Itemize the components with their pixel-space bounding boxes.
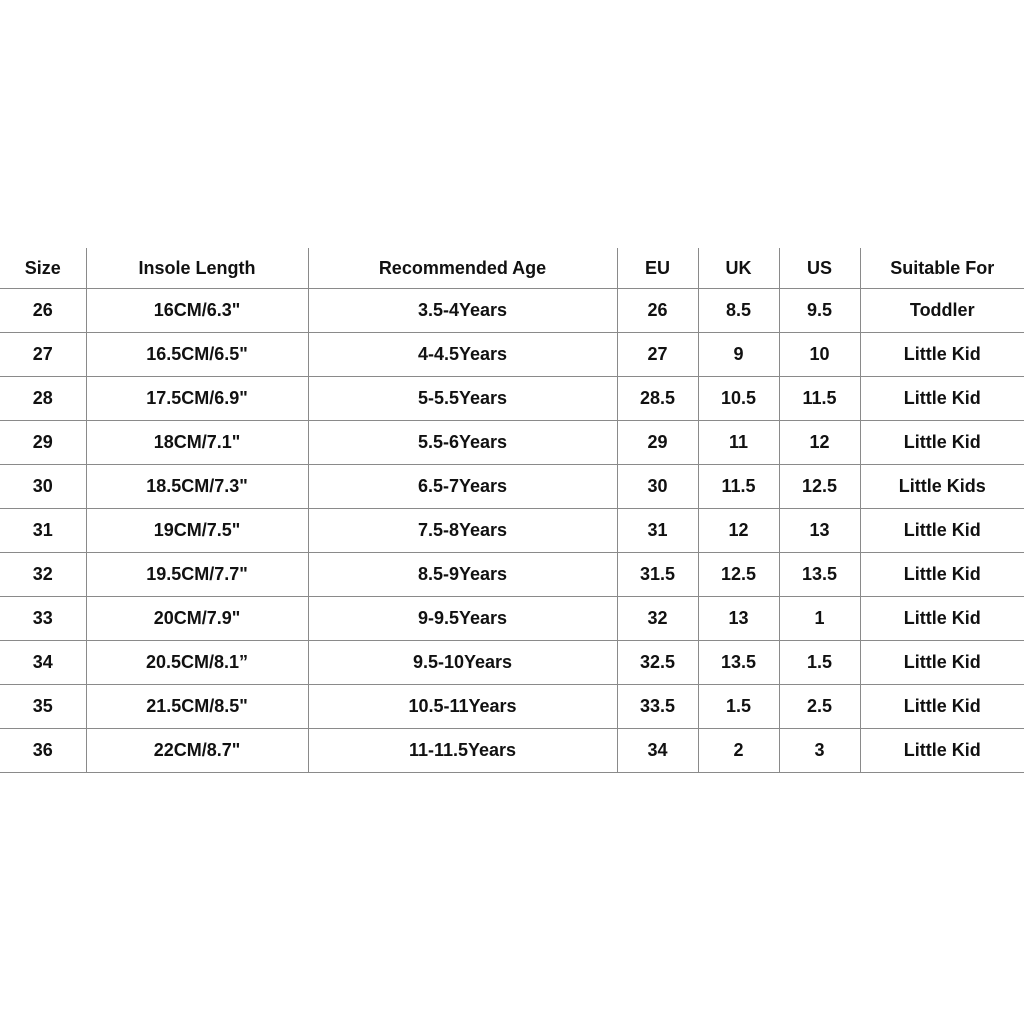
cell-us: 10 <box>779 333 860 377</box>
cell-eu: 32 <box>617 597 698 641</box>
cell-uk: 2 <box>698 729 779 773</box>
table-row <box>0 421 1024 465</box>
cell-recommended-age: 11-11.5Years <box>308 729 617 773</box>
cell-recommended-age: 9.5-10Years <box>308 641 617 685</box>
cell-insole-length: 19CM/7.5" <box>86 509 308 553</box>
cell-size: 26 <box>0 289 86 333</box>
cell-insole-length: 18CM/7.1" <box>86 421 308 465</box>
table-row <box>0 729 1024 773</box>
table-body <box>0 289 1024 773</box>
cell-eu: 31 <box>617 509 698 553</box>
table-row <box>0 377 1024 421</box>
cell-size: 31 <box>0 509 86 553</box>
cell-uk: 8.5 <box>698 289 779 333</box>
cell-eu: 26 <box>617 289 698 333</box>
cell-recommended-age: 5.5-6Years <box>308 421 617 465</box>
cell-eu: 27 <box>617 333 698 377</box>
cell-size: 34 <box>0 641 86 685</box>
cell-uk: 12 <box>698 509 779 553</box>
cell-uk: 12.5 <box>698 553 779 597</box>
cell-insole-length: 16.5CM/6.5" <box>86 333 308 377</box>
cell-us: 1.5 <box>779 641 860 685</box>
cell-recommended-age: 7.5-8Years <box>308 509 617 553</box>
cell-size: 33 <box>0 597 86 641</box>
cell-insole-length: 22CM/8.7" <box>86 729 308 773</box>
cell-insole-length: 17.5CM/6.9" <box>86 377 308 421</box>
cell-eu: 29 <box>617 421 698 465</box>
cell-size: 28 <box>0 377 86 421</box>
cell-suitable-for: Little Kid <box>860 553 1024 597</box>
cell-insole-length: 19.5CM/7.7" <box>86 553 308 597</box>
cell-eu: 32.5 <box>617 641 698 685</box>
header-uk: UK <box>698 248 779 289</box>
cell-us: 1 <box>779 597 860 641</box>
cell-suitable-for: Little Kid <box>860 729 1024 773</box>
cell-us: 11.5 <box>779 377 860 421</box>
cell-eu: 31.5 <box>617 553 698 597</box>
cell-insole-length: 21.5CM/8.5" <box>86 685 308 729</box>
cell-uk: 1.5 <box>698 685 779 729</box>
cell-recommended-age: 3.5-4Years <box>308 289 617 333</box>
cell-insole-length: 20CM/7.9" <box>86 597 308 641</box>
cell-suitable-for: Little Kid <box>860 685 1024 729</box>
cell-uk: 13.5 <box>698 641 779 685</box>
cell-suitable-for: Little Kid <box>860 377 1024 421</box>
cell-size: 36 <box>0 729 86 773</box>
header-recommended-age: Recommended Age <box>308 248 617 289</box>
header-insole-length: Insole Length <box>86 248 308 289</box>
cell-suitable-for: Little Kids <box>860 465 1024 509</box>
table-row <box>0 509 1024 553</box>
cell-recommended-age: 5-5.5Years <box>308 377 617 421</box>
cell-size: 27 <box>0 333 86 377</box>
table-row <box>0 597 1024 641</box>
cell-recommended-age: 8.5-9Years <box>308 553 617 597</box>
cell-uk: 11 <box>698 421 779 465</box>
table-row <box>0 553 1024 597</box>
cell-suitable-for: Little Kid <box>860 641 1024 685</box>
cell-us: 2.5 <box>779 685 860 729</box>
cell-us: 12.5 <box>779 465 860 509</box>
table-row <box>0 685 1024 729</box>
cell-uk: 11.5 <box>698 465 779 509</box>
cell-recommended-age: 9-9.5Years <box>308 597 617 641</box>
header-eu: EU <box>617 248 698 289</box>
table-row <box>0 333 1024 377</box>
cell-size: 29 <box>0 421 86 465</box>
cell-us: 3 <box>779 729 860 773</box>
table-row <box>0 289 1024 333</box>
cell-eu: 28.5 <box>617 377 698 421</box>
cell-size: 30 <box>0 465 86 509</box>
header-suitable-for: Suitable For <box>860 248 1024 289</box>
cell-suitable-for: Little Kid <box>860 333 1024 377</box>
cell-suitable-for: Toddler <box>860 289 1024 333</box>
cell-us: 13.5 <box>779 553 860 597</box>
table-row <box>0 465 1024 509</box>
cell-us: 9.5 <box>779 289 860 333</box>
cell-uk: 9 <box>698 333 779 377</box>
table-header-row <box>0 248 1024 289</box>
table-row <box>0 641 1024 685</box>
cell-recommended-age: 6.5-7Years <box>308 465 617 509</box>
cell-recommended-age: 4-4.5Years <box>308 333 617 377</box>
cell-eu: 30 <box>617 465 698 509</box>
cell-us: 13 <box>779 509 860 553</box>
header-us: US <box>779 248 860 289</box>
cell-us: 12 <box>779 421 860 465</box>
cell-insole-length: 16CM/6.3" <box>86 289 308 333</box>
cell-insole-length: 18.5CM/7.3" <box>86 465 308 509</box>
cell-recommended-age: 10.5-11Years <box>308 685 617 729</box>
header-size: Size <box>0 248 86 289</box>
cell-insole-length: 20.5CM/8.1” <box>86 641 308 685</box>
size-chart-table <box>0 248 1024 773</box>
cell-suitable-for: Little Kid <box>860 597 1024 641</box>
cell-suitable-for: Little Kid <box>860 421 1024 465</box>
cell-eu: 33.5 <box>617 685 698 729</box>
cell-uk: 10.5 <box>698 377 779 421</box>
cell-eu: 34 <box>617 729 698 773</box>
cell-size: 32 <box>0 553 86 597</box>
cell-suitable-for: Little Kid <box>860 509 1024 553</box>
cell-uk: 13 <box>698 597 779 641</box>
cell-size: 35 <box>0 685 86 729</box>
